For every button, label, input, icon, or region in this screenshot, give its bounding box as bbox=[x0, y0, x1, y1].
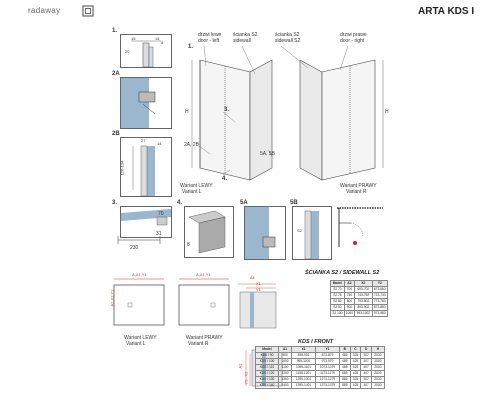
front-header-cell: A1 bbox=[279, 347, 292, 353]
table-cell: 1173-1179 bbox=[316, 371, 340, 377]
detail-2B-dim-14: 14 bbox=[157, 141, 162, 146]
detail-4-number: 4. bbox=[177, 200, 183, 206]
detail-3-number: 3. bbox=[112, 200, 118, 206]
table-row bbox=[331, 287, 388, 293]
callout-2A-2B: 2A, 2B bbox=[184, 142, 200, 148]
table-cell: 485 bbox=[340, 353, 351, 359]
table-cell: 1300 bbox=[279, 377, 292, 383]
detail-4-dim-8: 8 bbox=[187, 242, 190, 248]
plan-left-caption-en: Variant L bbox=[126, 341, 146, 347]
front-header-cell: B bbox=[340, 347, 351, 353]
table-cell: 2000 bbox=[371, 353, 384, 359]
table-row bbox=[331, 305, 388, 311]
table-cell: KDS I 110 bbox=[256, 365, 279, 371]
sidewall-table-title: ŚCIANKA S2 / SIDEWALL S2 bbox=[305, 270, 380, 276]
front-table-title: KDS I FRONT bbox=[298, 339, 334, 345]
table-cell: 1073-1079 bbox=[316, 365, 340, 371]
bottom-dim-X2: X2 bbox=[243, 371, 249, 377]
table-cell: 1395-1401 bbox=[292, 383, 316, 389]
table-row bbox=[256, 383, 385, 389]
table-cell: 993-1002 bbox=[356, 311, 371, 315]
callout-4: 4. bbox=[222, 176, 228, 182]
detail-2B-dim-126-134: 126-134 bbox=[119, 160, 125, 176]
page-title: ARTA KDS I bbox=[418, 6, 475, 17]
detail-2B-drawing bbox=[121, 138, 171, 196]
table-cell: 325 bbox=[350, 353, 361, 359]
table-cell: S2 80 bbox=[331, 299, 345, 305]
plan-left-dim-top: A,X1,Y1 bbox=[132, 272, 147, 277]
table-cell: S2 70 bbox=[331, 287, 345, 293]
detail-1-dim-15: 15 bbox=[131, 36, 136, 41]
side-dim-Y1: Y1 bbox=[256, 287, 261, 292]
callout-3: 3. bbox=[224, 107, 230, 113]
table-cell: 750 bbox=[344, 293, 354, 299]
sidewall-header-cell: A2 bbox=[344, 281, 354, 287]
label-door-right-en: door - right bbox=[340, 38, 365, 44]
table-cell: 425 bbox=[350, 359, 361, 365]
front-header-cell: C bbox=[350, 347, 361, 353]
table-cell: 1095-1101 bbox=[292, 365, 316, 371]
table-cell: 885 bbox=[340, 377, 351, 383]
table-cell: 1273-1279 bbox=[316, 377, 340, 383]
table-cell: 900 bbox=[344, 305, 354, 311]
plan-right-dim-top: A,X1,Y1 bbox=[196, 272, 211, 277]
side-dim-A1: A1 bbox=[250, 275, 255, 280]
table-cell: KDS I 100 bbox=[256, 359, 279, 365]
sidewall-table bbox=[330, 280, 388, 317]
variant-right-caption-pl: Wariant PRAWY bbox=[340, 183, 377, 189]
side-dim-X1: X1 bbox=[256, 281, 261, 286]
detail-1-dim-8: 8 bbox=[161, 40, 164, 45]
front-header-cell: H bbox=[371, 347, 384, 353]
detail-5A-panel bbox=[244, 206, 286, 260]
table-cell: 693-702 bbox=[355, 287, 372, 293]
table-cell: 873-879 bbox=[316, 353, 340, 359]
detail-5A-number: 5A bbox=[240, 200, 248, 206]
table-cell: 973-983 bbox=[373, 311, 386, 315]
bottom-dim-Y2: Y2 bbox=[243, 379, 249, 385]
front-table bbox=[255, 346, 385, 389]
sidewall-header-cell: X2 bbox=[355, 281, 372, 287]
dim-H-right: H bbox=[385, 109, 389, 115]
plan-right-caption-pl: Wariant PRAWY bbox=[186, 335, 223, 341]
front-header-cell: Y1 bbox=[316, 347, 340, 353]
front-header-cell: D bbox=[361, 347, 372, 353]
variant-left-caption-pl: Wariant LEWY bbox=[180, 183, 213, 189]
plan-view-top-right bbox=[335, 203, 387, 253]
detail-1-dim-20: 20 bbox=[125, 49, 130, 54]
label-door-left-en: door - left bbox=[198, 38, 220, 44]
table-cell: 325 bbox=[350, 377, 361, 383]
table-cell: 800 bbox=[344, 299, 354, 305]
detail-2A-panel bbox=[120, 77, 172, 129]
table-row bbox=[331, 299, 388, 305]
table-cell: 995-1001 bbox=[292, 359, 316, 365]
table-cell: 2000 bbox=[371, 383, 384, 389]
table-cell: 743-752 bbox=[355, 293, 372, 299]
sidewall-header-cell: Y2 bbox=[372, 281, 387, 287]
table-cell: KDS I 130 bbox=[256, 377, 279, 383]
brand-logo bbox=[28, 5, 98, 17]
table-cell: KDS I 120 bbox=[256, 371, 279, 377]
table-cell: 673-683 bbox=[373, 287, 386, 291]
detail-4-panel bbox=[184, 206, 234, 258]
table-cell: 973-979 bbox=[316, 359, 340, 365]
table-cell: 893-902 bbox=[355, 305, 372, 311]
detail-3-dim-31: 31 bbox=[156, 231, 162, 237]
detail-5B-panel bbox=[292, 206, 332, 260]
detail-3-dim-230: 230 bbox=[130, 245, 139, 251]
detail-1-number: 1. bbox=[112, 28, 118, 34]
label-sidewall-left-pl: ścianka S2 bbox=[233, 32, 258, 38]
table-cell: 407 bbox=[361, 359, 372, 365]
variant-right-caption-en: Variant R bbox=[346, 189, 367, 195]
detail-1-panel bbox=[120, 34, 172, 68]
table-cell: 425 bbox=[350, 371, 361, 377]
bottom-dim-A2: A2 bbox=[237, 363, 243, 369]
table-cell: 2000 bbox=[371, 359, 384, 365]
table-cell: 900 bbox=[279, 353, 292, 359]
table-cell: 2000 bbox=[371, 377, 384, 383]
main-drawing bbox=[180, 30, 395, 190]
table-cell: 773-783 bbox=[373, 299, 386, 303]
detail-5A-drawing bbox=[245, 207, 285, 259]
table-cell: 1000 bbox=[345, 311, 353, 315]
plan-right-caption-en: Variant R bbox=[188, 341, 209, 347]
table-cell: 1400 bbox=[279, 383, 292, 389]
detail-4-drawing bbox=[185, 207, 233, 257]
table-cell: KDS I 90 bbox=[256, 353, 279, 359]
callout-1: 1. bbox=[188, 44, 194, 50]
table-cell: 307 bbox=[361, 353, 372, 359]
table-cell: 1373-1379 bbox=[316, 383, 340, 389]
logo-mark-icon bbox=[82, 5, 94, 17]
table-cell: 407 bbox=[361, 371, 372, 377]
detail-2B-number: 2B bbox=[112, 131, 120, 137]
side-dim-drawing bbox=[236, 275, 286, 333]
table-cell: S2 100 bbox=[332, 311, 343, 315]
label-door-right-pl: drzwi prawe bbox=[340, 32, 367, 38]
table-cell: 407 bbox=[361, 383, 372, 389]
table-cell: 1000 bbox=[279, 359, 292, 365]
label-door-left-pl: drzwi lewe bbox=[198, 32, 222, 38]
table-cell: 793-802 bbox=[355, 299, 372, 305]
label-sidewall-right-pl: ścianka S2 bbox=[275, 32, 300, 38]
table-cell: 685 bbox=[340, 371, 351, 377]
table-cell: 723-733 bbox=[373, 293, 386, 297]
table-row bbox=[331, 293, 388, 299]
detail-1-dim-14: 14 bbox=[155, 36, 160, 41]
table-cell: 885 bbox=[340, 383, 351, 389]
detail-2B-dim-27: 27 bbox=[141, 138, 146, 143]
variant-left-drawing bbox=[192, 60, 272, 180]
table-cell: 1200 bbox=[279, 371, 292, 377]
detail-5B-number: 5B bbox=[290, 200, 298, 206]
table-row bbox=[331, 311, 388, 317]
table-cell: S2 75 bbox=[331, 293, 345, 299]
table-cell: 1195-1201 bbox=[292, 371, 316, 377]
label-sidewall-left-en: sidewall bbox=[233, 38, 251, 44]
front-header-cell: X1 bbox=[292, 347, 316, 353]
table-cell: 1295-1301 bbox=[292, 377, 316, 383]
table-cell: 873-883 bbox=[373, 305, 386, 309]
detail-5B-label-S2: S2 bbox=[297, 228, 302, 233]
table-cell: 700 bbox=[344, 287, 354, 293]
front-header-cell: Model bbox=[256, 347, 279, 353]
table-cell: 407 bbox=[361, 365, 372, 371]
detail-2A-drawing bbox=[121, 78, 171, 128]
plan-left-caption-pl: Wariant LEWY bbox=[124, 335, 157, 341]
sidewall-header-cell: Model bbox=[331, 281, 345, 287]
table-cell: 425 bbox=[350, 383, 361, 389]
table-cell: 895-901 bbox=[292, 353, 316, 359]
table-cell: 425 bbox=[350, 365, 361, 371]
table-cell: 2000 bbox=[371, 371, 384, 377]
table-cell: 307 bbox=[361, 377, 372, 383]
brand-name: radaway bbox=[28, 6, 61, 15]
label-sidewall-right-en: sidewall S2 bbox=[275, 38, 301, 44]
table-cell: 485 bbox=[340, 365, 351, 371]
table-cell: 485 bbox=[340, 359, 351, 365]
variant-left-caption-en: Variant L bbox=[182, 189, 202, 195]
detail-3-dim-70: 70 bbox=[158, 211, 164, 217]
dim-H-left: H bbox=[185, 109, 189, 115]
variant-right-drawing bbox=[300, 60, 383, 180]
table-cell: 1100 bbox=[279, 365, 292, 371]
table-cell: KDS I 140 bbox=[256, 383, 279, 389]
plan-left-dim-side: A2,X2,Y2 bbox=[109, 289, 115, 307]
detail-2A-number: 2A bbox=[112, 71, 120, 77]
table-cell: S2 90 bbox=[331, 305, 345, 311]
detail-5B-drawing bbox=[293, 207, 331, 259]
callout-5A-5B: 5A, 5B bbox=[260, 151, 276, 157]
detail-2B-panel bbox=[120, 137, 172, 197]
table-cell: 2000 bbox=[371, 365, 384, 371]
